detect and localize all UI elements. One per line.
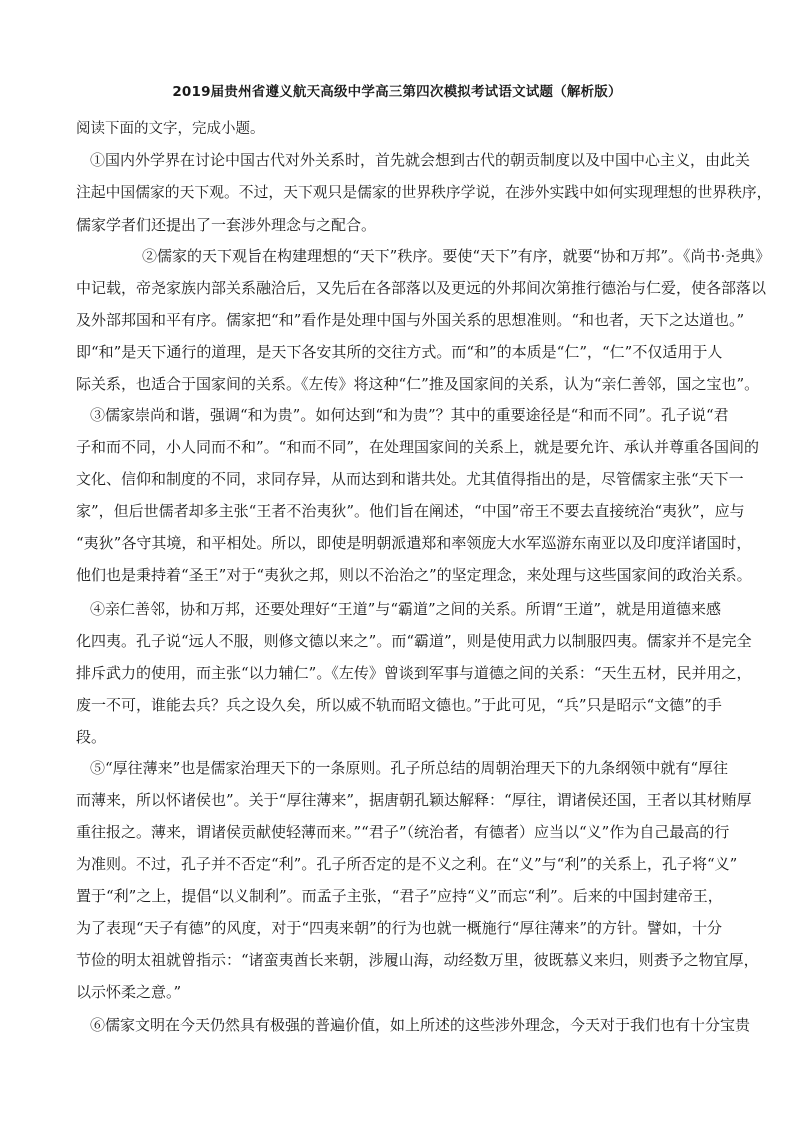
paragraph-line: 注起中国儒家的天下观。不过，天下观只是儒家的世界秩序学说，在涉外实践中如何实现理想的世界秩序， [76,184,772,201]
paragraph-line: 节俭的明太祖就曾指示：“诸蛮夷酋长来朝，涉履山海，动经数万里，彼既慕义来归，则赉予之物宜厚， [76,951,759,969]
paragraph-line: 他们也是秉持着“圣王”对于“夷狄之邦，则以不治治之”的坚定理念，来处理与这些国家间的政治关系。 [76,566,752,584]
paragraph-line: 际关系，也适合于国家间的关系。《左传》将这种“仁”推及国家间的关系，认为“亲仁善邻，国之宝也”。 [76,375,760,393]
paragraph-line: 即“和”是天下通行的道理，是天下各安其所的交往方式。而“和”的本质是“仁”，“仁”不仅适用于人 [76,343,723,361]
paragraph-line: ②儒家的天下观旨在构建理想的“天下”秩序。要使“天下”有序，就要“协和万邦”。《尚书·尧典》 [142,247,771,265]
paragraph-line: 而薄来，所以怀诸侯也”。关于“厚往薄来”，据唐朝孔颖达解释：“厚往，谓诸侯还国，王者以其材贿厚 [76,791,752,809]
paragraph-line: 段。 [76,728,107,746]
paragraph-line: 废一不可，谁能去兵？兵之设久矣，所以威不轨而昭文德也。”于此可见，“兵”只是昭示“文德”的手 [76,696,722,714]
paragraph-line: 子和而不同，小人同而不和”。“和而不同”，在处理国家间的关系上，就是要允许、承认并尊重各国间的 [76,438,760,456]
document-title: 2019届贵州省遵义航天高级中学高三第四次模拟考试语文试题（解析版） [172,84,622,100]
paragraph-line: 儒家学者们还提出了一套涉外理念与之配合。 [76,216,377,234]
paragraph-line: “夷狄”各守其境，和平相处。所以，即使是明朝派遣郑和率领庞大水军巡游东南亚以及印度洋诸国时， [76,534,752,552]
paragraph-line: 置于“利”之上，提倡“以义制利”。而孟子主张，“君子”应持“义”而忘“利”。后来的中国封建帝王， [76,887,723,905]
paragraph-line: 重往报之。薄来，谓诸侯贡献使轻薄而来。”“君子”（统治者，有德者）应当以“义”作为自己最高的行 [76,823,730,841]
paragraph-line: ①国内外学界在讨论中国古代对外关系时，首先就会想到古代的朝贡制度以及中国中心主义，由此关 [90,151,751,169]
paragraph-line: 家”，但后世儒者却多主张“王者不治夷狄”。他们旨在阐述，“中国”帝王不要去直接统治“夷狄”，应与 [76,502,745,520]
paragraph-line: ③儒家崇尚和谐，强调“和为贵”。如何达到“和为贵”？其中的重要途径是“和而不同”。孔子说“君 [90,406,729,424]
paragraph-line: ⑤“厚往薄来”也是儒家治理天下的一条原则。孔子所总结的周朝治理天下的九条纲领中就有“厚往 [90,759,729,777]
paragraph-line: 以示怀柔之意。” [76,983,182,1001]
paragraph-line: ⑥儒家文明在今天仍然具有极强的普遍价值，如上所述的这些涉外理念，今天对于我们也有十分宝贵 [90,1016,751,1034]
paragraph-line: 及外部邦国和平有序。儒家把“和”看作是处理中国与外国关系的思想准则。“和也者，天下之达道也。” [76,311,745,329]
paragraph-line: 化四夷。孔子说“远人不服，则修文德以来之”。而“霸道”，则是使用武力以制服四夷。儒家并不是完全 [76,632,752,650]
paragraph-line: 排斥武力的使用，而主张“以力辅仁”。《左传》曾谈到军事与道德之间的关系：“天生五材，民并用之， [76,664,752,682]
paragraph-line: 中记载，帝尧家族内部关系融洽后，又先后在各部落以及更远的外邦间次第推行德治与仁爱，使各部落以 [76,279,767,297]
paragraph-line: ④亲仁善邻，协和万邦，还要处理好“王道”与“霸道”之间的关系。所谓“王道”，就是用道德来感 [90,600,722,618]
paragraph-line: 为了表现“天子有德”的风度，对于“四夷来朝”的行为也就一概施行“厚往薄来”的方针。譬如，十分 [76,919,723,937]
reading-instruction: 阅读下面的文字，完成小题。 [76,121,265,137]
paragraph-line: 文化、信仰和制度的不同，求同存异，从而达到和谐共处。尤其值得指出的是，尽管儒家主张“天下一 [76,470,744,488]
paragraph-line: 为准则。不过，孔子并不否定“利”。孔子所否定的是不义之利。在“义”与“利”的关系上，孔子将“义” [76,855,738,873]
